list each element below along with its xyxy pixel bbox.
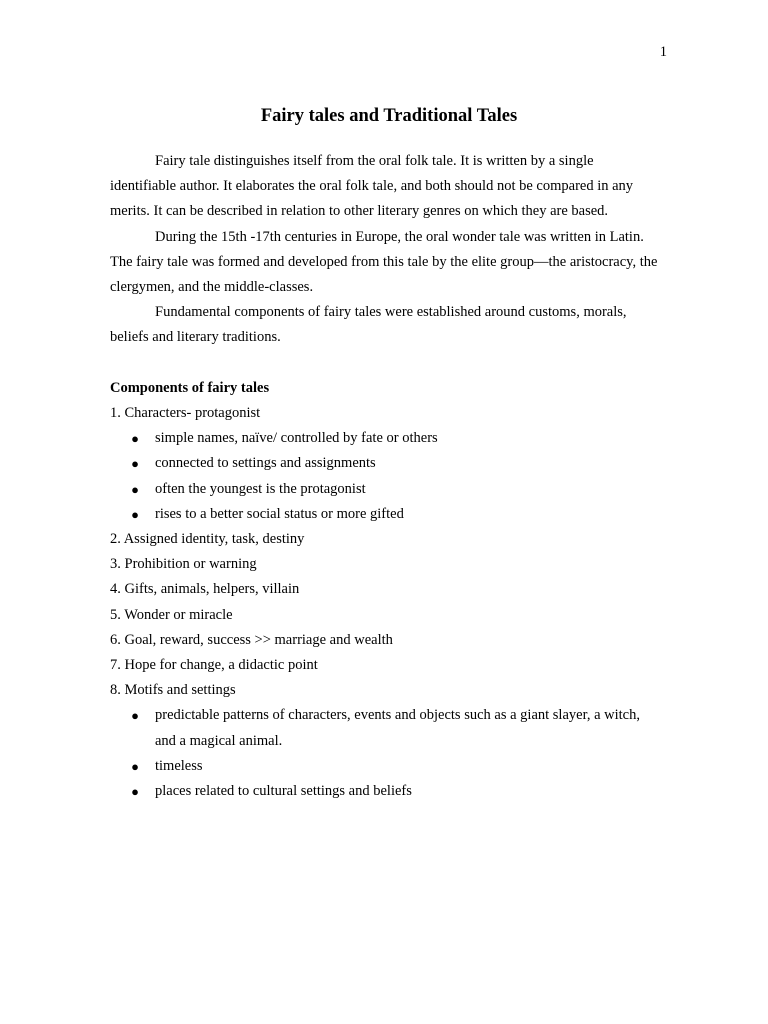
list-item-motifs: 8. Motifs and settings (110, 682, 236, 699)
bullet-icon: ● (131, 758, 139, 774)
bullet-icon: ● (131, 784, 139, 800)
list-item-goal: 6. Goal, reward, success >> marriage and wealth (110, 631, 393, 648)
characters-bullet-list (110, 426, 662, 527)
page-number: 1 (659, 44, 667, 60)
list-item-hope: 7. Hope for change, a didactic point (110, 657, 318, 674)
bullet-text: timeless (155, 757, 203, 774)
paragraph-3: Fundamental components of fairy tales were established around customs, morals, beliefs and literary traditions. (110, 304, 627, 346)
bullet-text: often the youngest is the protagonist (155, 480, 366, 497)
page-title: Fairy tales and Traditional Tales (260, 106, 518, 126)
motifs-bullet-list (110, 703, 662, 804)
spacer (110, 351, 662, 376)
list-item-prohibition: 3. Prohibition or warning (110, 556, 257, 573)
document-body (110, 149, 662, 804)
bullet-item (110, 426, 662, 451)
section-heading: Components of fairy tales (110, 379, 270, 396)
bullet-text: rises to a better social status or more gifted (155, 505, 404, 522)
bullet-text: predictable patterns of characters, events and objects such as a giant slayer, a witch, and a magical animal. (155, 707, 640, 749)
bullet-item (110, 451, 662, 476)
components-list (110, 401, 662, 804)
bullet-text: simple names, naïve/ controlled by fate or others (155, 430, 438, 447)
bullet-item (110, 703, 662, 753)
paragraph-2: During the 15th -17th centuries in Europe, the oral wonder tale was written in Latin. The fairy tale was formed and developed from this tale by the elite group—the aristocracy, the clergymen, and the middle-classes. (110, 228, 658, 296)
list-item-wonder: 5. Wonder or miracle (110, 606, 233, 623)
bullet-icon: ● (131, 431, 139, 447)
list-item-gifts: 4. Gifts, animals, helpers, villain (110, 581, 300, 598)
bullet-text: places related to cultural settings and beliefs (155, 783, 412, 800)
bullet-item (110, 779, 662, 804)
bullet-item (110, 754, 662, 779)
list-item-identity: 2. Assigned identity, task, destiny (110, 531, 305, 548)
bullet-icon: ● (131, 506, 139, 522)
paragraph-1: Fairy tale distinguishes itself from the oral folk tale. It is written by a single identifiable author. It elaborates the oral folk tale, and both should not be compared in any merits. It can be described in relation to other literary genres on which they are based. (110, 153, 634, 220)
bullet-item (110, 477, 662, 502)
list-item-characters: 1. Characters- protagonist (110, 405, 261, 422)
bullet-icon: ● (131, 708, 139, 724)
bullet-item (110, 502, 662, 527)
bullet-icon: ● (131, 456, 139, 472)
bullet-text: connected to settings and assignments (155, 455, 376, 472)
bullet-icon: ● (131, 481, 139, 497)
